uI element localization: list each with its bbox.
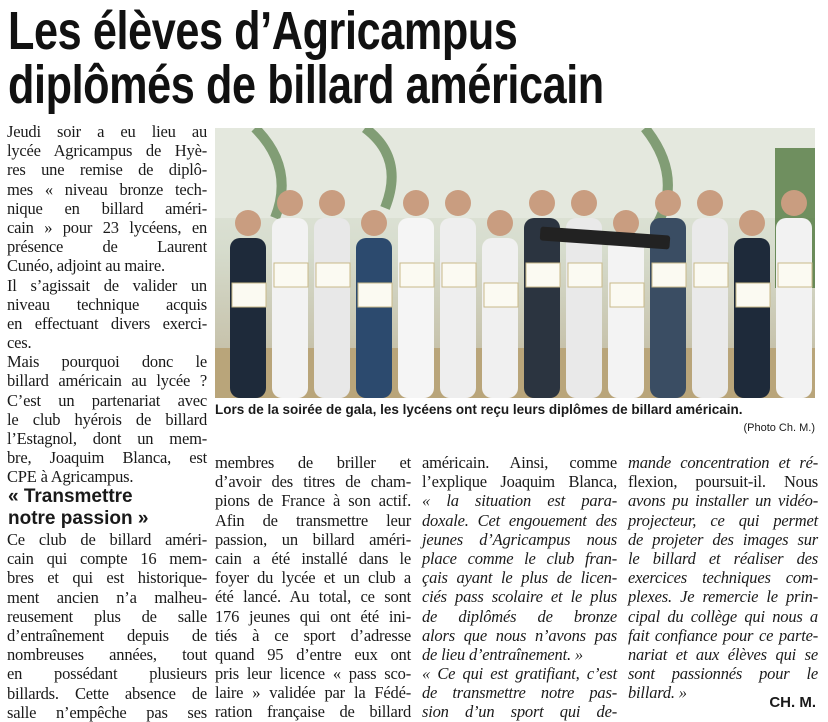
photo-caption: Lors de la soirée de gala, les lycéens ont reçu leurs diplômes de billard américain. (215, 402, 743, 417)
text-line: Ce club de billard améri- (7, 530, 207, 549)
column-1-body (7, 530, 207, 722)
text-line: d’entraînement depuis de (7, 625, 207, 645)
text-line: Jeudi soir a eu lieu au (7, 122, 207, 141)
text-line: Afin de transmettre leur (215, 510, 411, 530)
text-line: Il s’agissait de valider un (7, 275, 207, 295)
text-line: Mais pourquoi donc le (7, 352, 207, 372)
column-2 (215, 453, 411, 722)
column-1-intro (7, 122, 207, 487)
text-line: niveau technique acquis (7, 294, 207, 314)
person-head (529, 190, 555, 216)
text-line: mande concentration et ré- (628, 453, 818, 472)
text-line: fait confiance pour ce parte- (628, 625, 818, 645)
text-line: foyer du lycée et un club a (215, 568, 411, 588)
diploma (358, 283, 392, 307)
text-line: cain qui compte 16 mem- (7, 549, 207, 569)
diploma (442, 263, 476, 287)
person-head (319, 190, 345, 216)
text-line: passion, un billard améri- (215, 529, 411, 549)
text-line: pris leur licence « pass sco- (215, 664, 411, 684)
text-line: reusement plus de salle (7, 606, 207, 626)
subheading-line: « Transmettre (8, 486, 133, 507)
text-line: membres de briller et (215, 453, 411, 472)
text-line: pions de France à son actif. (215, 491, 411, 511)
text-line: C’est un partenariat avec (7, 390, 207, 410)
person-figure (692, 218, 728, 398)
text-line: ment ancien n’a malheu- (7, 587, 207, 607)
text-line: alors que nous n’avons pas (422, 625, 617, 645)
text-line: cipal du collège qui nous a (628, 606, 818, 626)
text-line: « Ce qui est gratifiant, c’est (422, 664, 617, 684)
text-line: nombreuses années, tout (7, 645, 207, 665)
person-figure (314, 218, 350, 398)
text-line: en effectuant divers exerci- (7, 313, 207, 333)
diploma (736, 283, 770, 307)
text-line: place comme le club fran- (422, 548, 617, 568)
text-line: bres et qui est historique- (7, 568, 207, 588)
diploma (484, 283, 518, 307)
text-line: l’Estagnol, dont un mem- (7, 429, 207, 448)
photo-credit: (Photo Ch. M.) (743, 422, 815, 434)
text-line: présence de Laurent (7, 237, 207, 257)
text-line: 176 jeunes qui ont été ini- (215, 606, 411, 626)
text-line: « la situation est para- (422, 491, 617, 511)
text-line: billard américain au lycée ? (7, 371, 207, 391)
text-line: ciés pass scolaire et le plus (422, 587, 617, 607)
author-signature: CH. M. (769, 694, 816, 711)
text-line: avons pu installer un vidéo- (628, 491, 818, 511)
text-line: en possédant plusieurs (7, 664, 207, 684)
person-head (403, 190, 429, 216)
diploma (652, 263, 686, 287)
person-head (655, 190, 681, 216)
headline-line-1: Les élèves d’Agricampus (8, 1, 518, 61)
person-head (739, 210, 765, 236)
column-4 (628, 453, 818, 702)
subheading-line: notre passion » (8, 508, 149, 529)
person-figure (566, 218, 602, 398)
text-line: de diplômés de bronze (422, 606, 617, 626)
diploma (274, 263, 308, 287)
person-figure (524, 218, 560, 398)
text-line: res une remise de diplô- (7, 160, 207, 180)
person-head (445, 190, 471, 216)
person-figure (440, 218, 476, 398)
text-line: le club hyérois de billard (7, 409, 207, 429)
text-line: l’explique Joaquim Blanca, (422, 472, 617, 492)
diploma (316, 263, 350, 287)
diploma (568, 263, 602, 287)
text-line: nique en billard améri- (7, 198, 207, 218)
text-line: d’avoir des titres de cham- (215, 472, 411, 492)
person-figure (608, 238, 644, 398)
text-line: mes « niveau bronze tech- (7, 179, 207, 199)
column-3 (422, 453, 617, 722)
person-figure (398, 218, 434, 398)
text-line: le billard et réaliser des (628, 548, 818, 568)
group-photo-illustration (215, 128, 815, 398)
person-head (571, 190, 597, 216)
text-line: projecteur, ce qui permet (628, 510, 818, 530)
person-figure (272, 218, 308, 398)
person-figure (776, 218, 812, 398)
text-line: bre, Joaquim Blanca, est (7, 448, 207, 468)
text-line: ration française de billard (215, 702, 411, 722)
diploma (400, 263, 434, 287)
headline-line-2: diplômés de billard américain (8, 55, 604, 115)
person-figure (230, 238, 266, 398)
text-line: nariat et aux élèves qui se (628, 644, 818, 664)
person-head (781, 190, 807, 216)
text-line: cain » pour 23 lycéens, en (7, 217, 207, 237)
diploma (778, 263, 812, 287)
diploma (232, 283, 266, 307)
person-head (235, 210, 261, 236)
person-figure (356, 238, 392, 398)
diploma (526, 263, 560, 287)
text-line: de lieu d’entraînement. » (422, 644, 583, 664)
text-line: salle n’empêche pas ses (7, 702, 207, 722)
subheading (8, 486, 148, 530)
text-line: çais ayant le plus de licen- (422, 568, 617, 588)
person-head (361, 210, 387, 236)
person-head (277, 190, 303, 216)
text-line: laire » validée par la Fédé- (215, 683, 411, 703)
text-line: de projeter des images sur (628, 529, 818, 549)
text-line: américain. Ainsi, comme (422, 453, 617, 472)
text-line: billards. Cette absence de (7, 683, 207, 703)
text-line: ces. (7, 333, 32, 353)
text-line: doxale. Cet engouement des (422, 510, 617, 530)
text-line: plexes. Je remercie le prin- (628, 587, 818, 607)
person-figure (734, 238, 770, 398)
text-line: CPE à Agricampus. (7, 467, 134, 487)
text-line: quand 95 d’entre eux ont (215, 644, 411, 664)
text-line: sont passionnés pour le (628, 664, 818, 684)
group-photo (215, 128, 815, 398)
text-line: lycée Agricampus de Hyè- (7, 141, 207, 161)
text-line: cain a été installé dans le (215, 548, 411, 568)
text-line: billard. » (628, 683, 687, 703)
diploma (694, 263, 728, 287)
text-line: jeunes d’Agricampus nous (422, 529, 617, 549)
text-line: tiés à ce sport d’adresse (215, 625, 411, 645)
text-line: flexion, poursuit-il. Nous (628, 472, 818, 492)
text-line: de transmettre notre pas- (422, 683, 617, 703)
person-head (487, 210, 513, 236)
text-line: Cunéo, adjoint au maire. (7, 256, 165, 276)
text-line: été lancé. Au total, ce sont (215, 587, 411, 607)
diploma (610, 283, 644, 307)
text-line: sion d’un sport qui de- (422, 702, 617, 722)
person-head (697, 190, 723, 216)
text-line: exercices techniques com- (628, 568, 818, 588)
person-figure (482, 238, 518, 398)
